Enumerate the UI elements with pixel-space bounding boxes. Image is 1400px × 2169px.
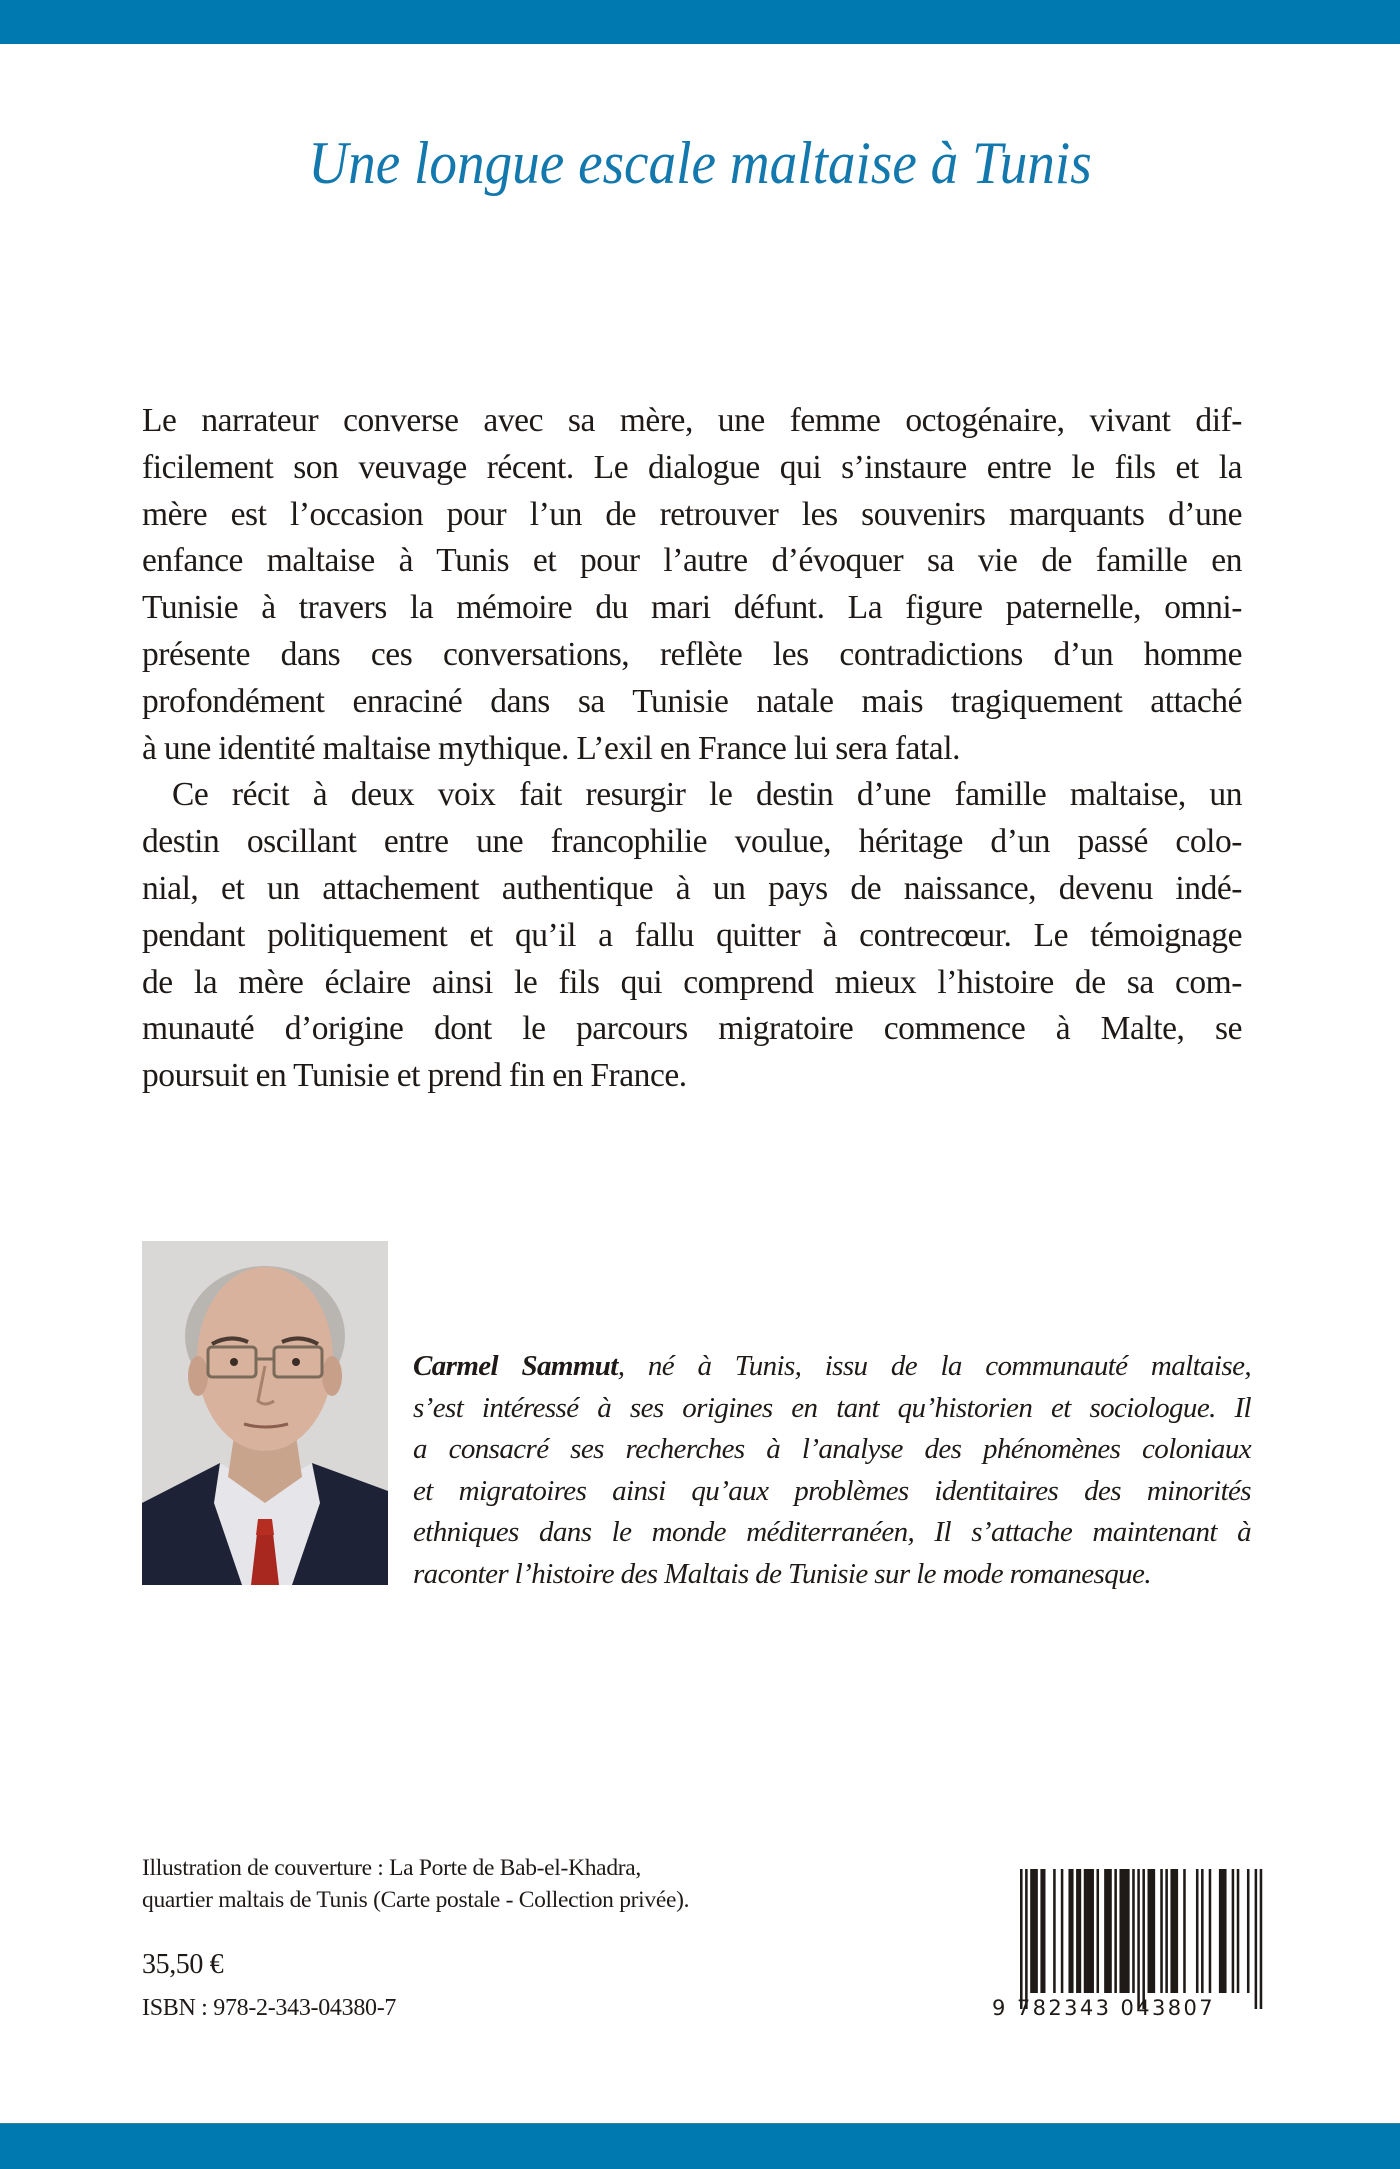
barcode-bar [1196, 1869, 1199, 1993]
barcode-bar [1148, 1869, 1156, 1993]
barcode-bar [1170, 1869, 1178, 1993]
book-title: Une longue escale maltaise à Tunis [308, 130, 1092, 196]
barcode-bar [1020, 1869, 1023, 2009]
summary-paragraph-2 [142, 772, 1242, 1100]
price: 35,50 € [142, 1949, 224, 1980]
barcode-bar [1137, 1869, 1140, 2009]
isbn: ISBN : 978-2-343-04380-7 [142, 1995, 397, 2021]
top-color-band [0, 0, 1400, 44]
book-summary [142, 398, 1242, 1100]
barcode-bar [1097, 1869, 1100, 1993]
summary-line: ficilement son veuvage récent. Le dialogue qui s’instaure entre le fils et la [142, 448, 1242, 486]
barcode-bar [1142, 1869, 1145, 2009]
barcode-bar [1160, 1869, 1163, 1993]
barcode-bar [1084, 1869, 1094, 1993]
barcode-bar [1114, 1869, 1117, 1993]
barcode-bar [1132, 1869, 1135, 1993]
barcode-bar [1237, 1869, 1240, 1993]
summary-line: Ce récit à deux voix fait resurgir le destin d’une famille maltaise, un [172, 776, 1242, 814]
bio-line: a consacré ses recherches à l’analyse des phénomènes coloniaux [413, 1433, 1251, 1465]
summary-line: à une identité maltaise mythique. L’exil en France lui sera fatal. [142, 729, 961, 767]
summary-line: de la mère éclaire ainsi le fils qui comprend mieux l’histoire de sa com- [142, 963, 1242, 1001]
barcode-digits: 9 782343 043807 [992, 1996, 1216, 2020]
barcode-bar [1260, 1869, 1263, 2009]
summary-line: pendant politiquement et qu’il a fallu quitter à contrecœur. Le témoignage [142, 916, 1242, 954]
credit-line: quartier maltais de Tunis (Carte postale - Collection privée). [142, 1887, 690, 1913]
summary-line: destin oscillant entre une francophilie voulue, héritage d’un passé colo- [142, 823, 1242, 861]
bio-line: et migratoires ainsi qu’aux problèmes identitaires des minorités [413, 1474, 1251, 1507]
bottom-color-band [0, 2123, 1400, 2169]
barcode-bar [1247, 1869, 1250, 1993]
barcode-bar [1219, 1869, 1227, 1993]
barcode-bar [1030, 1869, 1038, 1993]
summary-line: Le narrateur converse avec sa mère, une femme octogénaire, vivant dif- [142, 402, 1242, 439]
barcode-bar [1104, 1869, 1112, 1993]
barcode-bar [1183, 1869, 1186, 1993]
summary-paragraph-1 [142, 398, 1242, 772]
summary-line: enfance maltaise à Tunis et pour l’autre d’évoquer sa vie de famille en [142, 542, 1242, 580]
barcode-bar [1053, 1869, 1056, 1993]
barcode-bar [1040, 1869, 1045, 1993]
barcode-bar [1025, 1869, 1028, 2009]
barcode-bar [1068, 1869, 1073, 1993]
barcode-bar [1165, 1869, 1168, 1993]
barcode-bar [1232, 1869, 1235, 1993]
author-bio [413, 1346, 1251, 1595]
bio-line: ethniques dans le monde méditerranéen, Il s’attache maintenant à [413, 1516, 1251, 1548]
bio-line: s’est intéressé à ses origines en tant qu’historien et sociologue. Il [413, 1391, 1251, 1424]
author-photo [142, 1241, 388, 1585]
summary-line: munauté d’origine dont le parcours migratoire commence à Malte, se [142, 1010, 1242, 1048]
cover-illustration-credit [142, 1852, 842, 1916]
bio-line [413, 1346, 1251, 1388]
summary-line: profondément enraciné dans sa Tunisie natale mais tragiquement attaché [142, 682, 1242, 720]
credit-line: Illustration de couverture : La Porte de Bab-el-Khadra, [142, 1855, 641, 1881]
barcode-bar [1061, 1869, 1064, 1993]
summary-line: présente dans ces conversations, reflète les contradictions d’un homme [142, 635, 1242, 673]
summary-line: poursuit en Tunisie et prend fin en France. [142, 1057, 687, 1095]
summary-line: Tunisie à travers la mémoire du mari défunt. La figure paternelle, omni- [142, 589, 1242, 627]
barcode-bar [1201, 1869, 1204, 1993]
summary-line: mère est l’occasion pour l’un de retrouver les souvenirs marquants d’une [142, 495, 1242, 533]
barcode-bar [1119, 1869, 1129, 1993]
bio-line: raconter l’histoire des Maltais de Tunisie sur le mode romanesque. [413, 1557, 1151, 1590]
barcode-bar [1209, 1869, 1212, 1993]
barcode-bar [1076, 1869, 1081, 1993]
bio-line-rest: , né à Tunis, issu de la communauté maltaise, [617, 1350, 1251, 1382]
author-portrait-illustration [142, 1241, 388, 1585]
summary-line: nial, et un attachement authentique à un pays de naissance, devenu indé- [142, 869, 1242, 907]
author-name: Carmel Sammut [413, 1350, 618, 1382]
barcode-bar [1255, 1869, 1258, 2009]
